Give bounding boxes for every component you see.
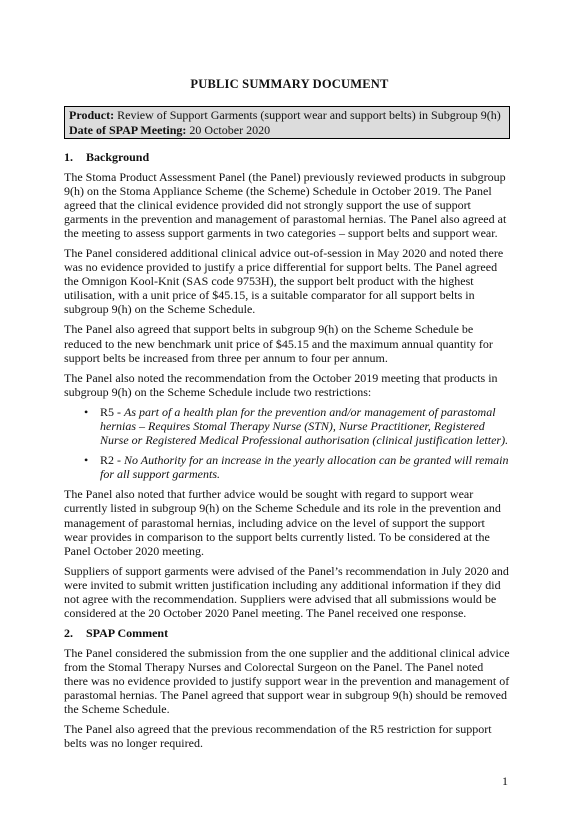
restriction-list [64,405,510,481]
product-info-box [64,106,510,139]
document-title: PUBLIC SUMMARY DOCUMENT [190,77,389,91]
section-heading [64,626,510,641]
paragraph: The Panel also noted that further advice would be sought with regard to support wear currently listed in subgroup 9(h) on the Scheme Schedule and its role in the prevention and management of parastomal hernias, including advice on the level of support the support wear provides in comparison to the support belts currently listed. To be considered at the Panel October 2020 meeting. [64,487,501,558]
meeting-date-value: 20 October 2020 [189,122,271,137]
section-number: 2. [64,626,73,641]
document-body [64,150,510,756]
paragraph: Suppliers of support garments were advised of the Panel’s recommendation in July 2020 and were invited to submit written justification including any additional information if they did not agree with the recommendation. Suppliers were advised that all submissions would be considered at the 20 October 2020 Panel meeting. The Panel received one response. [64,563,509,621]
section-title: Background [86,150,150,164]
restriction-code: R5 - [100,404,124,419]
meeting-date-label: Date of SPAP Meeting: [69,122,187,137]
paragraph: The Stoma Product Assessment Panel (the Panel) previously reviewed products in subgroup 9(h) on the Stoma Appliance Scheme (the Scheme) Schedule in October 2019. The Panel agreed that the clinical evidence provided did not strongly support the use of support garments in the prevention and management of parastomal hernias. The Panel also agreed at the meeting to assess support garments in two categories – support belts and support wear. [64,169,507,240]
restriction-text: As part of a health plan for the prevention and/or management of parastomal hernias – Requires Stomal Therapy Nurse (STN), Nurse Practitioner, Registered Nurse or Registered Medical Professional authorisation (clinical justification letter). [100,404,509,448]
restriction-code: R2 - [100,453,124,468]
product-label: Product: [69,108,115,122]
section-heading [64,150,510,165]
section-number: 1. [64,150,73,164]
paragraph: The Panel also noted the recommendation from the October 2019 meeting that products in subgroup 9(h) on the Scheme Schedule include two restrictions: [64,370,498,399]
paragraph: The Panel also agreed that support belts in subgroup 9(h) on the Scheme Schedule be reduced to the new benchmark unit price of $45.15 and the maximum annual quantity for support belts be increased from three per annum to four per annum. [64,322,493,365]
paragraph: The Panel considered additional clinical advice out-of-session in May 2020 and noted there was no evidence provided to justify a price differential for support belts. The Panel agreed the Omnigon Kool-Knit (SAS code 9753H), the support belt product with the highest utilisation, with a unit price of $45.15, is a suitable comparator for all support belts in subgroup 9(h) on the Scheme Schedule. [64,245,504,317]
product-value: Review of Support Garments (support wear and support belts) in Subgroup 9(h) [117,108,501,122]
paragraph: The Panel also agreed that the previous recommendation of the R5 restriction for support belts was no longer required. [64,722,492,751]
section-title: SPAP Comment [86,626,169,641]
page-number: 1 [502,774,508,788]
restriction-text: No Authority for an increase in the yearly allocation can be granted will remain for all support garments. [100,453,509,482]
restriction-item [100,453,510,481]
paragraph: The Panel considered the submission from the one supplier and the additional clinical advice from the Stomal Therapy Nurses and Colorectal Surgeon on the Panel. The Panel noted there was no evidence provided to justify support wear in the prevention and management of parastomal hernias. The Panel agreed that support wear in subgroup 9(h) should be removed the Scheme Schedule. [64,645,510,717]
product-line [69,108,505,123]
section-background [64,150,510,620]
section-spap-comment [64,626,510,750]
meeting-date-line [69,123,505,138]
restriction-item [100,405,510,447]
